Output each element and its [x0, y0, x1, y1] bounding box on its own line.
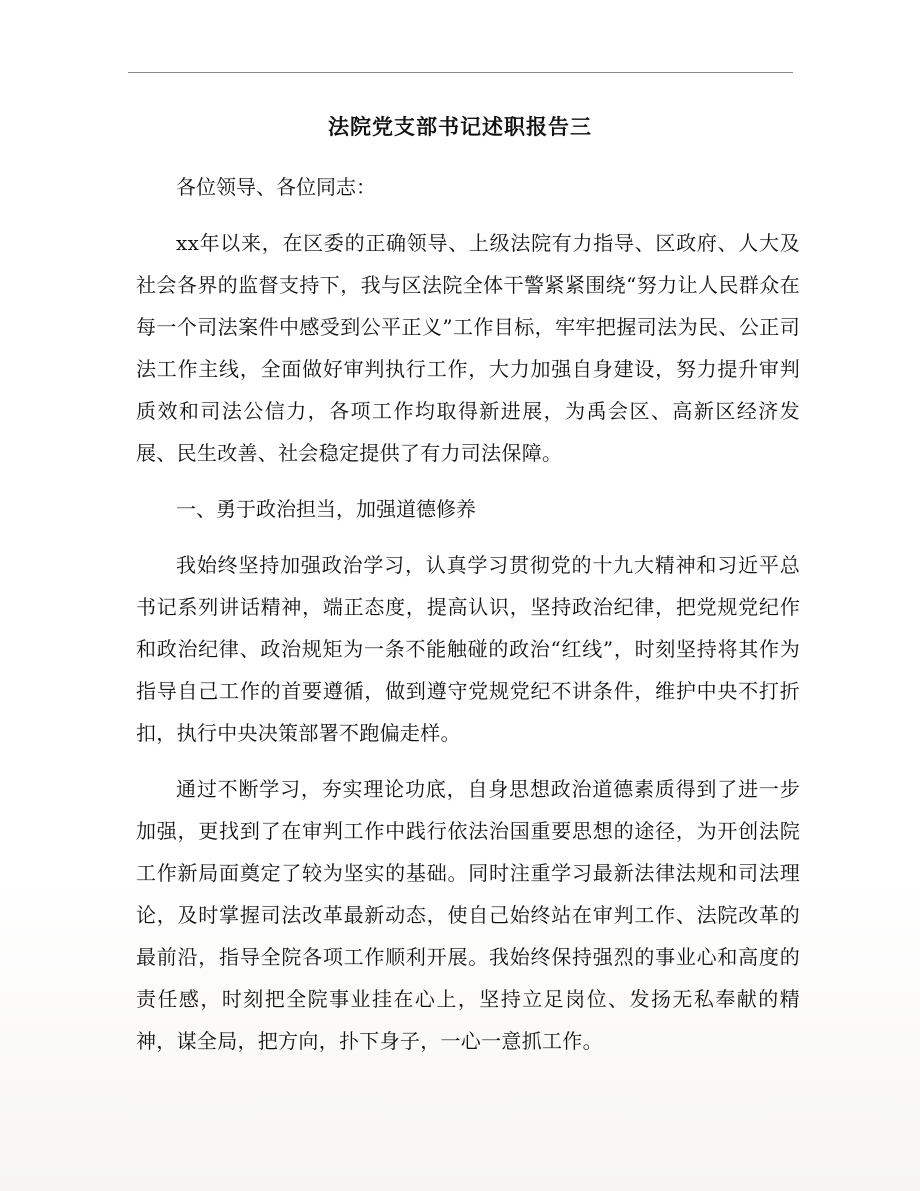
header-rule [128, 72, 793, 73]
section1-paragraph-2: 通过不断学习，夯实理论功底，自身思想政治道德素质得到了进一步加强，更找到了在审判工作中践行依法治国重要思想的途径，为开创法院工作新局面奠定了较为坚实的基础。同时注重学习最新法律法规和司法理论，及时掌握司法改革最新动态，使自己始终站在审判工作、法院改革的最前沿，指导全院各项工作顺利开展。我始终保持强烈的事业心和高度的责任感，时刻把全院事业挂在心上，坚持立足岗位、发扬无私奉献的精神，谋全局，把方向，扑下身子，一心一意抓工作。 [136, 777, 800, 1053]
document-title: 法院党支部书记述职报告三 [328, 114, 592, 139]
document-body [136, 166, 800, 1076]
intro-paragraph: xx年以来，在区委的正确领导、上级法院有力指导、区政府、人大及社会各界的监督支持下，我与区法院全体干警紧紧围绕“努力让人民群众在每一个司法案件中感受到公平正义”工作目标，牢牢把握司法为民、公正司法工作主线，全面做好审判执行工作，大力加强自身建设，努力提升审判质效和司法公信力，各项工作均取得新进展，为禹会区、高新区经济发展、民生改善、社会稳定提供了有力司法保障。 [136, 231, 800, 465]
salutation: 各位领导、各位同志： [176, 175, 376, 199]
section-heading-1: 一、勇于政治担当，加强道德修养 [176, 497, 476, 521]
section1-paragraph-1: 我始终坚持加强政治学习，认真学习贯彻党的十九大精神和习近平总书记系列讲话精神，端正态度，提高认识，坚持政治纪律，把党规党纪作和政治纪律、政治规矩为一条不能触碰的政治“红线”，时刻坚持将其作为指导自己工作的首要遵循，做到遵守党规党纪不讲条件，维护中央不打折扣，执行中央决策部署不跑偏走样。 [136, 553, 800, 745]
